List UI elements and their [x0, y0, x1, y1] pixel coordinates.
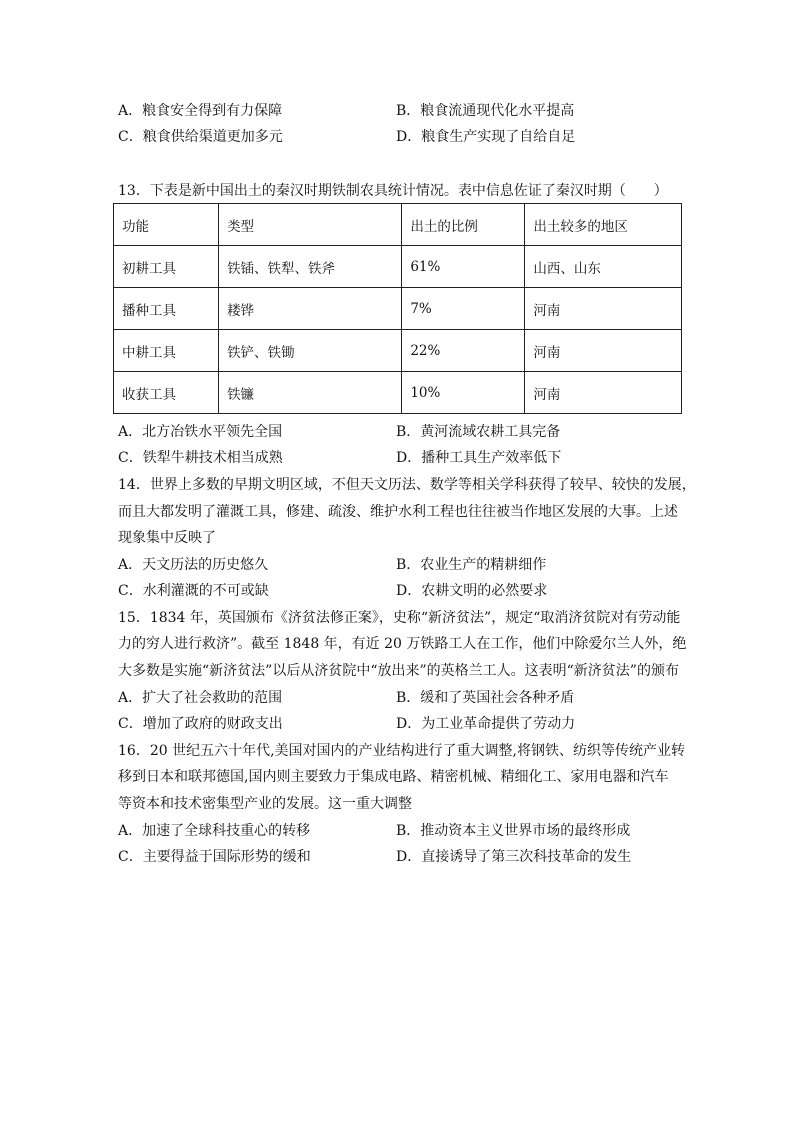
q15-option-b: B．缓和了英国社会各种矛盾	[396, 690, 575, 706]
q14-stem-line-2: 而且大都发明了灌溉工具，修建、疏浚、维护水利工程也往往被当作地区发展的大事。上述	[118, 504, 678, 520]
q12-option-c: C．粮食供给渠道更加多元	[118, 129, 283, 145]
q15-option-d: D．为工业革命提供了劳动力	[396, 716, 576, 732]
table-cell: 10%	[402, 372, 525, 414]
table-cell: 7%	[402, 288, 525, 330]
table-header-cell: 出土较多的地区	[525, 204, 682, 246]
table-header-cell: 类型	[219, 204, 402, 246]
q16-option-b: B．推动资本主义世界市场的最终形成	[396, 823, 631, 839]
q14-option-b: B．农业生产的精耕细作	[396, 557, 547, 573]
table-row	[114, 246, 682, 288]
table-row	[114, 330, 682, 372]
q13-option-d: D．播种工具生产效率低下	[396, 450, 562, 466]
q15-stem-line-3: 大多数是实施“新济贫法”以后从济贫院中“放出来”的英格兰工人。这表明“新济贫法”的颁布	[118, 663, 679, 679]
table-cell: 61%	[402, 246, 525, 288]
q12-option-a: A．粮食安全得到有力保障	[118, 103, 283, 119]
table-cell: 山西、山东	[525, 246, 682, 288]
q16-stem-line-3: 等资本和技术密集型产业的发展。这一重大调整	[118, 796, 412, 812]
table-cell: 22%	[402, 330, 525, 372]
q13-option-b: B．黄河流域农耕工具完备	[396, 424, 561, 440]
q14-stem-line-1: 14．世界上多数的早期文明区域，不但天文历法、数学等相关学科获得了较早、较快的发展，	[118, 477, 696, 493]
q16-stem-line-1: 16．20 世纪五六十年代,美国对国内的产业结构进行了重大调整,将钢铁、纺织等传统产业转	[118, 743, 685, 759]
table-cell: 铁镰	[219, 372, 402, 414]
q12-option-b: B．粮食流通现代化水平提高	[396, 103, 575, 119]
q16-option-a: A．加速了全球科技重心的转移	[118, 823, 311, 839]
table-header-cell: 功能	[114, 204, 219, 246]
q12-option-d: D．粮食生产实现了自给自足	[396, 129, 576, 145]
table-cell: 河南	[525, 372, 682, 414]
q15-stem-line-2: 力的穷人进行救济”。截至 1848 年，有近 20 万铁路工人在工作，他们中除爱尔兰人外，绝	[118, 636, 687, 652]
q13-option-a: A．北方冶铁水平领先全国	[118, 424, 283, 440]
q15-stem-line-1: 15．1834 年，英国颁布《济贫法修正案》，史称“新济贫法”，规定“取消济贫院对有劳动能	[118, 610, 681, 626]
q16-option-d: D．直接诱导了第三次科技革命的发生	[396, 849, 632, 865]
q13-stem: 13．下表是新中国出土的秦汉时期铁制农具统计情况。表中信息佐证了秦汉时期（ ）	[118, 183, 668, 199]
q14-stem-line-3: 现象集中反映了	[118, 530, 216, 546]
q16-stem-line-2: 移到日本和联邦德国,国内则主要致力于集成电路、精密机械、精细化工、家用电器和汽车	[118, 769, 669, 785]
table-cell: 铁锸、铁犁、铁斧	[219, 246, 402, 288]
q14-option-a: A．天文历法的历史悠久	[118, 557, 269, 573]
table-cell: 耧铧	[219, 288, 402, 330]
q14-option-c: C．水利灌溉的不可或缺	[118, 583, 269, 599]
table-cell: 播种工具	[114, 288, 219, 330]
q15-option-a: A．扩大了社会救助的范围	[118, 690, 283, 706]
table-row	[114, 372, 682, 414]
table-cell: 河南	[525, 330, 682, 372]
q15-option-c: C．增加了政府的财政支出	[118, 716, 283, 732]
table-cell: 河南	[525, 288, 682, 330]
q13-option-c: C．铁犁牛耕技术相当成熟	[118, 450, 283, 466]
table-cell: 铁铲、铁锄	[219, 330, 402, 372]
table-cell: 收获工具	[114, 372, 219, 414]
iron-tools-table	[113, 203, 682, 414]
table-row	[114, 288, 682, 330]
table-header-cell: 出土的比例	[402, 204, 525, 246]
table-cell: 中耕工具	[114, 330, 219, 372]
table-header-row	[114, 204, 682, 246]
q16-option-c: C．主要得益于国际形势的缓和	[118, 849, 311, 865]
q14-option-d: D．农耕文明的必然要求	[396, 583, 548, 599]
table-cell: 初耕工具	[114, 246, 219, 288]
